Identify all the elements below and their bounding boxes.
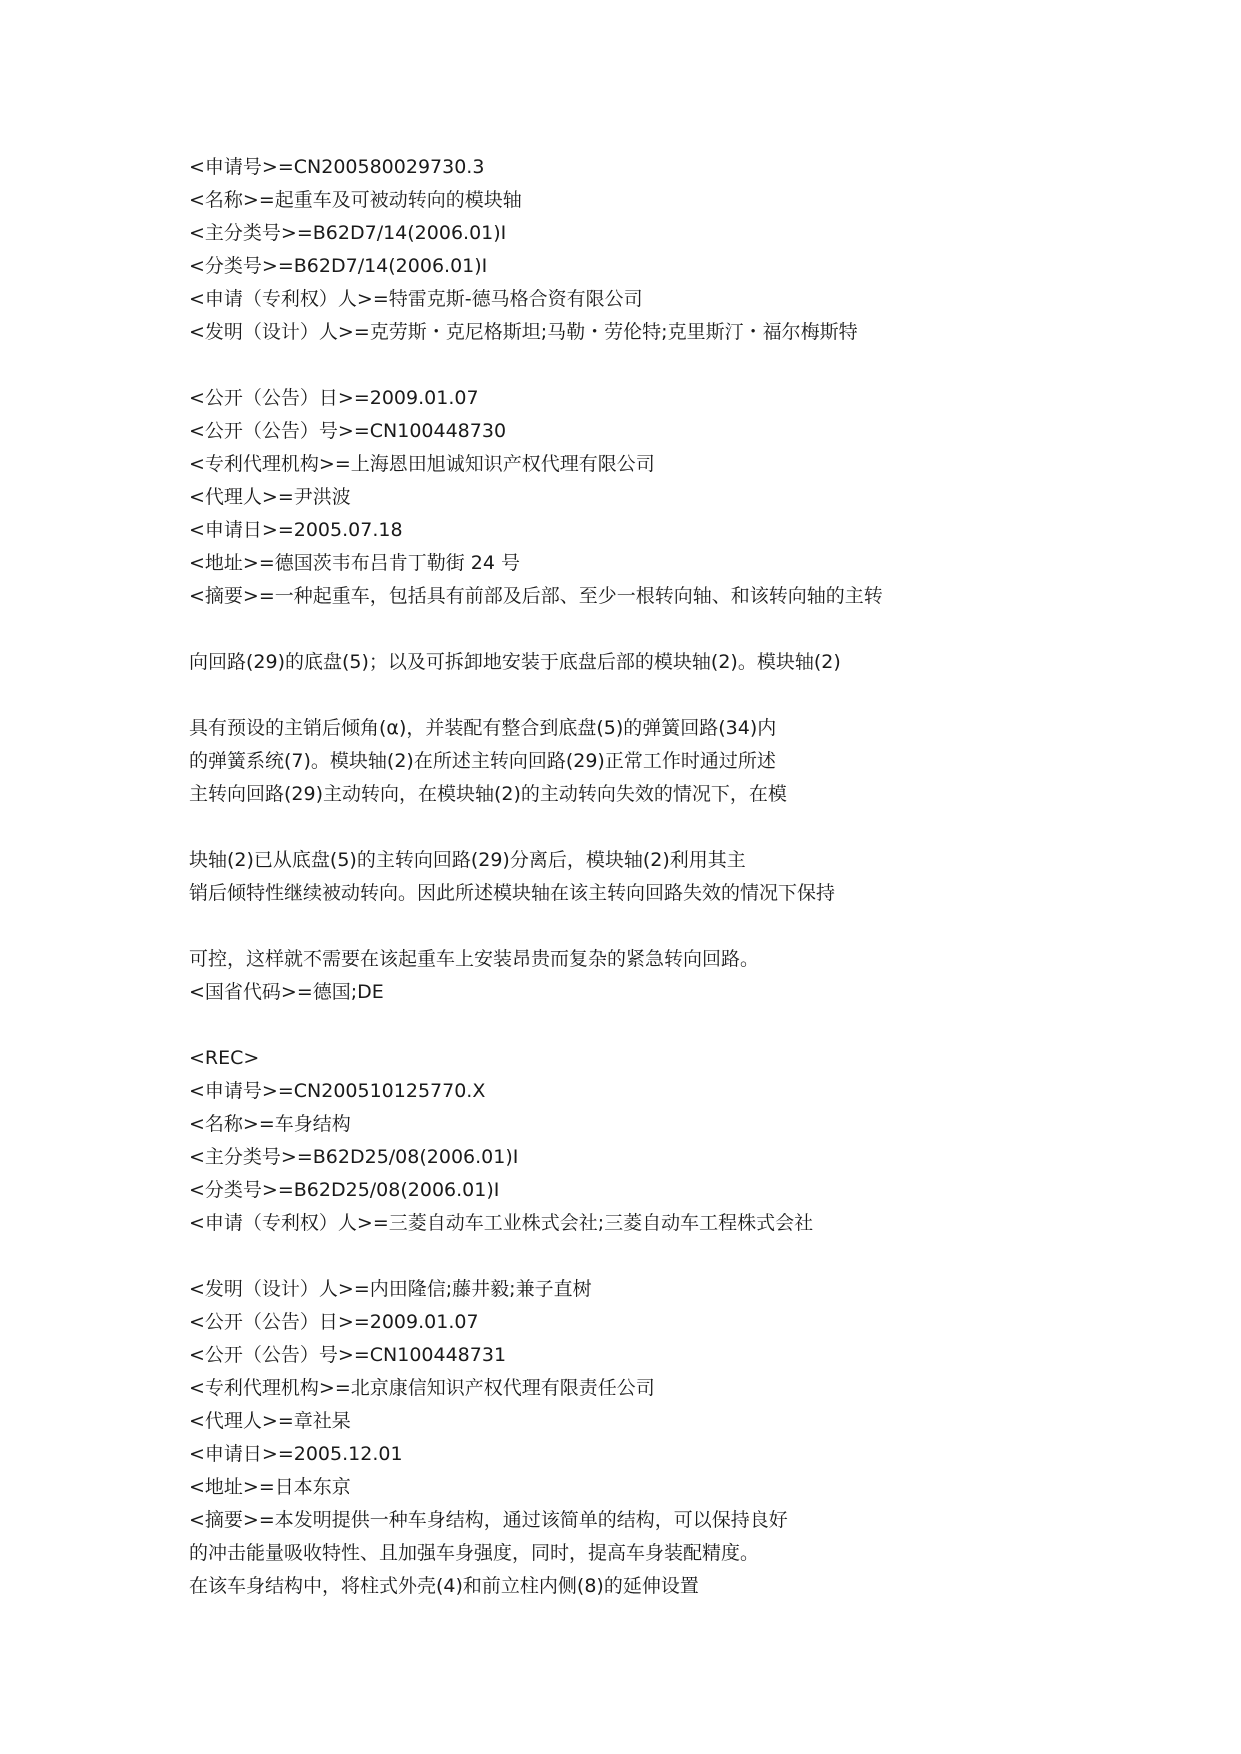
text-line: 可控，这样就不需要在该起重车上安装昂贵而复杂的紧急转向回路。 — [189, 948, 760, 970]
text-line: <国省代码>=德国;DE — [189, 981, 384, 1003]
text-line: <分类号>=B62D7/14(2006.01)I — [189, 255, 488, 277]
text-line: <发明（设计）人>=内田隆信;藤井毅;兼子直树 — [189, 1278, 592, 1300]
text-line: <代理人>=尹洪波 — [189, 486, 351, 508]
text-line: <申请号>=CN200580029730.3 — [189, 156, 485, 178]
text-line: <摘要>=本发明提供一种车身结构，通过该简单的结构，可以保持良好 — [189, 1509, 788, 1531]
blank-line — [189, 613, 1189, 646]
text-line: 主转向回路(29)主动转向，在模块轴(2)的主动转向失效的情况下，在模 — [189, 783, 787, 805]
text-line: <名称>=车身结构 — [189, 1113, 351, 1135]
blank-line — [189, 1009, 1189, 1042]
text-line: 具有预设的主销后倾角(α)，并装配有整合到底盘(5)的弹簧回路(34)内 — [189, 717, 777, 739]
text-line: <申请日>=2005.07.18 — [189, 519, 403, 541]
text-line: <REC> — [189, 1047, 260, 1069]
text-line: 块轴(2)已从底盘(5)的主转向回路(29)分离后，模块轴(2)利用其主 — [189, 849, 746, 871]
text-line: <发明（设计）人>=克劳斯・克尼格斯坦;马勒・劳伦特;克里斯汀・福尔梅斯特 — [189, 321, 858, 343]
blank-line — [189, 910, 1189, 943]
text-line: 的冲击能量吸收特性、且加强车身强度，同时，提高车身装配精度。 — [189, 1542, 760, 1564]
text-line: <摘要>=一种起重车，包括具有前部及后部、至少一根转向轴、和该转向轴的主转 — [189, 585, 883, 607]
text-line: <申请号>=CN200510125770.X — [189, 1080, 486, 1102]
text-line: 向回路(29)的底盘(5)；以及可拆卸地安装于底盘后部的模块轴(2)。模块轴(2) — [189, 651, 841, 673]
text-line: <分类号>=B62D25/08(2006.01)I — [189, 1179, 500, 1201]
text-line: <申请（专利权）人>=三菱自动车工业株式会社;三菱自动车工程株式会社 — [189, 1212, 814, 1234]
text-line: <申请日>=2005.12.01 — [189, 1443, 403, 1465]
text-line: <公开（公告）日>=2009.01.07 — [189, 387, 479, 409]
text-line: <公开（公告）号>=CN100448730 — [189, 420, 507, 442]
text-line: 销后倾特性继续被动转向。因此所述模块轴在该主转向回路失效的情况下保持 — [189, 882, 836, 904]
text-line: <申请（专利权）人>=特雷克斯-德马格合资有限公司 — [189, 288, 643, 310]
text-line: <专利代理机构>=上海恩田旭诚知识产权代理有限公司 — [189, 453, 655, 475]
text-line: <名称>=起重车及可被动转向的模块轴 — [189, 189, 522, 211]
text-line: <公开（公告）日>=2009.01.07 — [189, 1311, 479, 1333]
text-line: <地址>=德国茨韦布吕肯丁勒街 24 号 — [189, 552, 521, 574]
text-line: <专利代理机构>=北京康信知识产权代理有限责任公司 — [189, 1377, 655, 1399]
text-line: <主分类号>=B62D25/08(2006.01)I — [189, 1146, 519, 1168]
blank-line — [189, 1240, 1189, 1273]
document-body — [189, 151, 1189, 1603]
text-line: <代理人>=章社杲 — [189, 1410, 351, 1432]
text-line: 在该车身结构中，将柱式外壳(4)和前立柱内侧(8)的延伸设置 — [189, 1575, 699, 1597]
text-line: 的弹簧系统(7)。模块轴(2)在所述主转向回路(29)正常工作时通过所述 — [189, 750, 776, 772]
blank-line — [189, 349, 1189, 382]
text-line: <地址>=日本东京 — [189, 1476, 351, 1498]
blank-line — [189, 811, 1189, 844]
text-line: <主分类号>=B62D7/14(2006.01)I — [189, 222, 507, 244]
text-line: <公开（公告）号>=CN100448731 — [189, 1344, 507, 1366]
blank-line — [189, 679, 1189, 712]
